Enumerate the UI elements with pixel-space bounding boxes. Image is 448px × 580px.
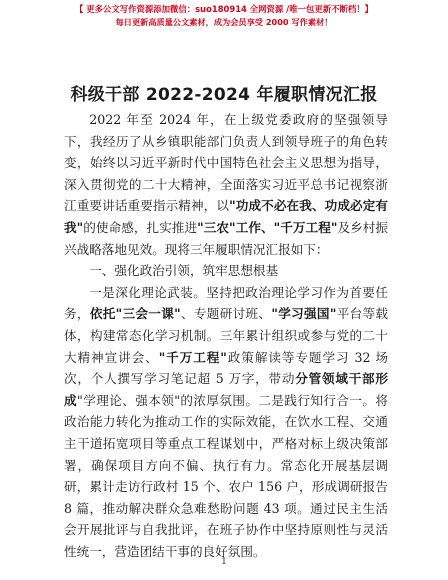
document-body [64, 109, 388, 562]
bold-phrase: "学习强国" [271, 306, 337, 322]
document-title: 科级干部 2022-2024 年履职情况汇报 [70, 85, 378, 105]
text-run: 一是深化理论武装。坚持把政治理论学习作为首要任务， [64, 284, 388, 322]
text-run: 平台等载体，构建常态化学习机制。三年累计组织或参与党的二十大精神宣讲会、 [64, 306, 389, 365]
paragraph-theory [64, 282, 388, 563]
text-run: 、专题研讨班、 [180, 306, 272, 322]
bold-phrase: 依托"三会一课" [89, 306, 181, 322]
text-run: 的使命感，扎实推进 [83, 219, 198, 235]
page-number: 1 [221, 557, 227, 567]
banner-line-promo: 每日更新高质量公文素材，成为会员享受 2000 写作素材！ [115, 17, 333, 27]
bold-phrase: "千万工程" [158, 349, 227, 365]
header-banner [0, 3, 448, 29]
section-heading: 一、强化政治引领，筑牢思想根基 [89, 263, 279, 279]
bold-phrase: "三农"工作、"千万工程" [197, 219, 338, 235]
text-run: "学理论、强本领"的浓厚氛围。二是践行知行合一。将政治能力转化为推动工作的实际效能，在饮水工程、交通主干道拓宽项目等重点工程谋划中，严格对标上级决策部署，确保项目方向不偏、执行有力。常态化开展基层调研，累计走访行政村 15 个、农户 156 户，形成调研报告 8 篇，推动解决群众急难愁盼问题 43 项。通过民主生活会开展批评与自我批评，在班子协作中坚持原则性与灵活性统一，营造团结干事的良好氛围。 [64, 392, 388, 559]
bold-phrase: 分管领域干部形成 [64, 371, 389, 408]
text-run: 政策解读等专题学习 32 场次，个人撰写学习笔记超 5 万字，带动 [64, 349, 388, 387]
bold-phrase: "功成不必在我、功成必定有我" [64, 198, 389, 235]
text-run: 及乡村振兴战略落地见效。现将三年履职情况汇报如下： [64, 219, 389, 257]
banner-line-contact: 【 更多公文写作资源添加微信：suo180914 全网资源 /唯一包更新不断档！】 [75, 4, 373, 14]
text-run: 2022 年至 2024 年，在上级党委政府的坚强领导下，我经历了从乡镇职能部门负责人到领导班子的角色转变，始终以习近平新时代中国特色社会主义思想为指导，深入贯彻党的二十大精神，全面落实习近平总书记视察浙江重要讲话重要指示精神，以 [64, 112, 388, 214]
paragraph-intro [64, 109, 388, 260]
